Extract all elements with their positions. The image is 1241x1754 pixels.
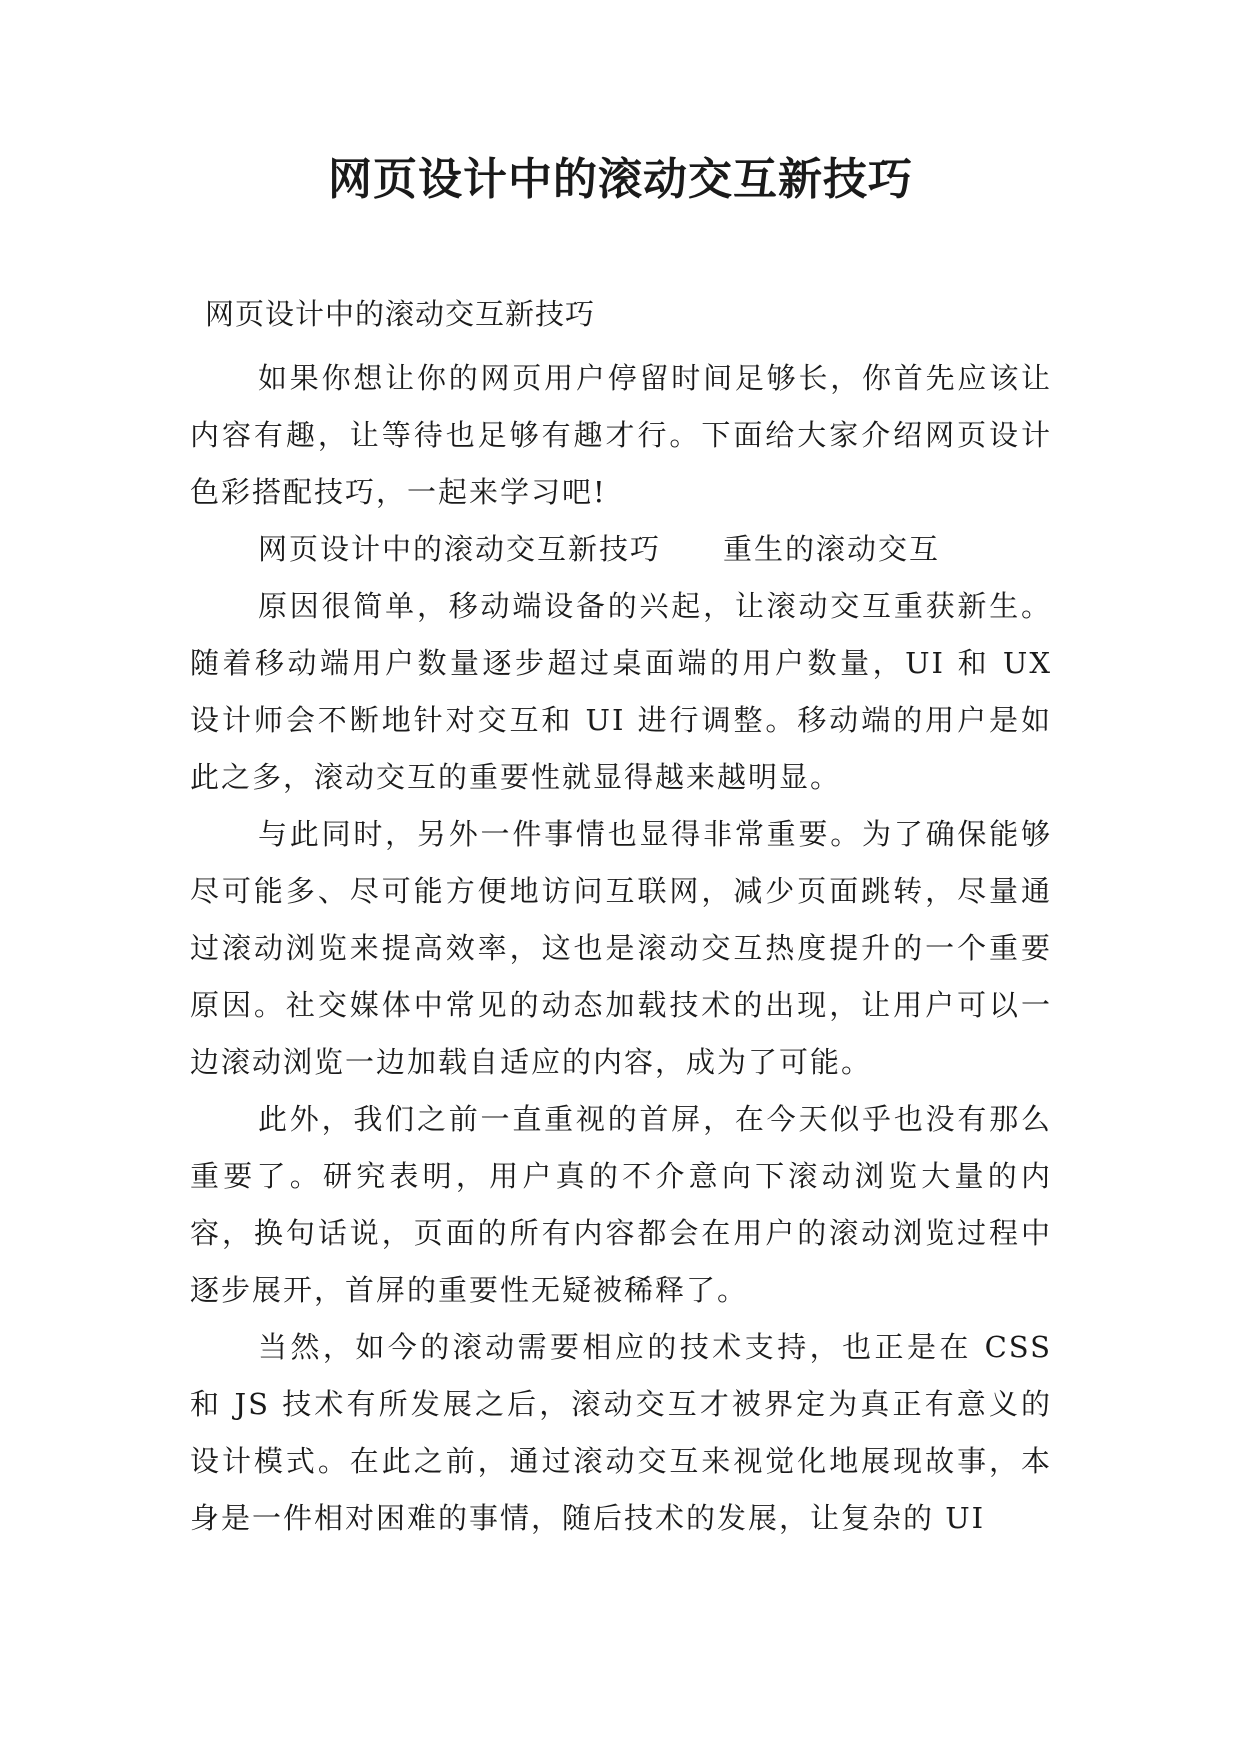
document-body: [190, 350, 1052, 1547]
document-subtitle: 网页设计中的滚动交互新技巧: [205, 297, 596, 331]
document-title: 网页设计中的滚动交互新技巧: [328, 154, 913, 205]
paragraph-reason: 原因很简单，移动端设备的兴起，让滚动交互重获新生。随着移动端用户数量逐步超过桌面端的用户数量，UI 和 UX 设计师会不断地针对交互和 UI 进行调整。移动端的用户是如此之多，滚动交互的重要性就显得越来越明显。: [190, 589, 1052, 794]
paragraph-technology: 当然，如今的滚动需要相应的技术支持，也正是在 CSS 和 JS 技术有所发展之后，滚动交互才被界定为真正有意义的设计模式。在此之前，通过滚动交互来视觉化地展现故事，本身是一件相对困难的事情，随后技术的发展，让复杂的 UI: [190, 1330, 1052, 1535]
paragraph-intro: 如果你想让你的网页用户停留时间足够长，你首先应该让内容有趣，让等待也足够有趣才行。下面给大家介绍网页设计色彩搭配技巧，一起来学习吧!: [190, 361, 1052, 509]
paragraph-meanwhile: 与此同时，另外一件事情也显得非常重要。为了确保能够尽可能多、尽可能方便地访问互联网，减少页面跳转，尽量通过滚动浏览来提高效率，这也是滚动交互热度提升的一个重要原因。社交媒体中常见的动态加载技术的出现，让用户可以一边滚动浏览一边加载自适应的内容，成为了可能。: [190, 817, 1052, 1079]
paragraph-first-screen: 此外，我们之前一直重视的首屏，在今天似乎也没有那么重要了。研究表明，用户真的不介意向下滚动浏览大量的内容，换句话说，页面的所有内容都会在用户的滚动浏览过程中逐步展开，首屏的重要性无疑被稀释了。: [190, 1102, 1052, 1307]
section-heading-left: 网页设计中的滚动交互新技巧: [258, 532, 662, 566]
section-heading-right: 重生的滚动交互: [723, 532, 941, 566]
section-heading-line: [190, 521, 1052, 578]
